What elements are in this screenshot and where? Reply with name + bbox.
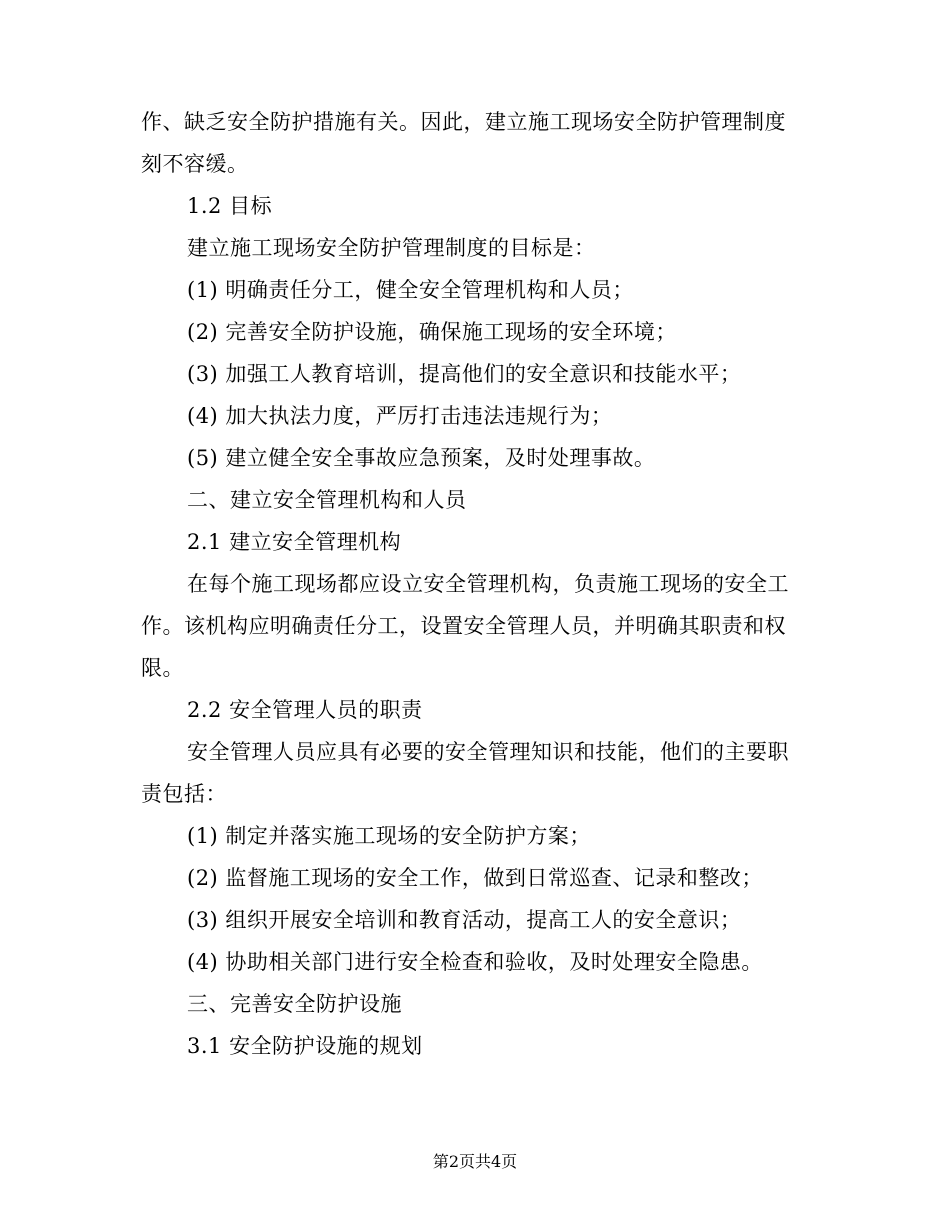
text-line: (5) 建立健全安全事故应急预案，及时处理事故。 [187,446,656,470]
text-line: 限。 [141,656,184,680]
text-line: (3) 加强工人教育培训，提高他们的安全意识和技能水平； [187,362,742,386]
text-line: (3) 组织开展安全培训和教育活动，提高工人的安全意识； [187,908,742,932]
text-line: (1) 制定并落实施工现场的安全防护方案； [187,824,591,848]
page-footer: 第2页共4页 [432,1152,518,1171]
text-line: 安全管理人员应具有必要的安全管理知识和技能，他们的主要职 [187,740,789,764]
text-line: 2.2 安全管理人员的职责 [187,698,423,722]
text-line: 刻不容缓。 [141,152,249,176]
text-line: 二、建立安全管理机构和人员 [187,488,467,512]
text-line: (4) 加大执法力度，严厉打击违法违规行为； [187,404,613,428]
text-line: (4) 协助相关部门进行安全检查和验收，及时处理安全隐患。 [187,950,763,974]
text-line: 在每个施工现场都应设立安全管理机构，负责施工现场的安全工 [187,572,789,596]
document-body [141,101,811,1067]
text-line: 作。该机构应明确责任分工，设置安全管理人员，并明确其职责和权 [141,614,786,638]
text-line: (2) 完善安全防护设施，确保施工现场的安全环境； [187,320,677,344]
text-line: 2.1 建立安全管理机构 [187,530,402,554]
text-line: (1) 明确责任分工，健全安全管理机构和人员； [187,278,634,302]
text-line: 1.2 目标 [187,194,273,218]
text-line: 三、完善安全防护设施 [187,992,402,1016]
text-line: 3.1 安全防护设施的规划 [187,1034,423,1058]
text-line: 作、缺乏安全防护措施有关。因此，建立施工现场安全防护管理制度 [141,110,786,134]
text-line: (2) 监督施工现场的安全工作，做到日常巡查、记录和整改； [187,866,763,890]
text-line: 责包括： [141,782,227,806]
text-line: 建立施工现场安全防护管理制度的目标是： [187,236,596,260]
